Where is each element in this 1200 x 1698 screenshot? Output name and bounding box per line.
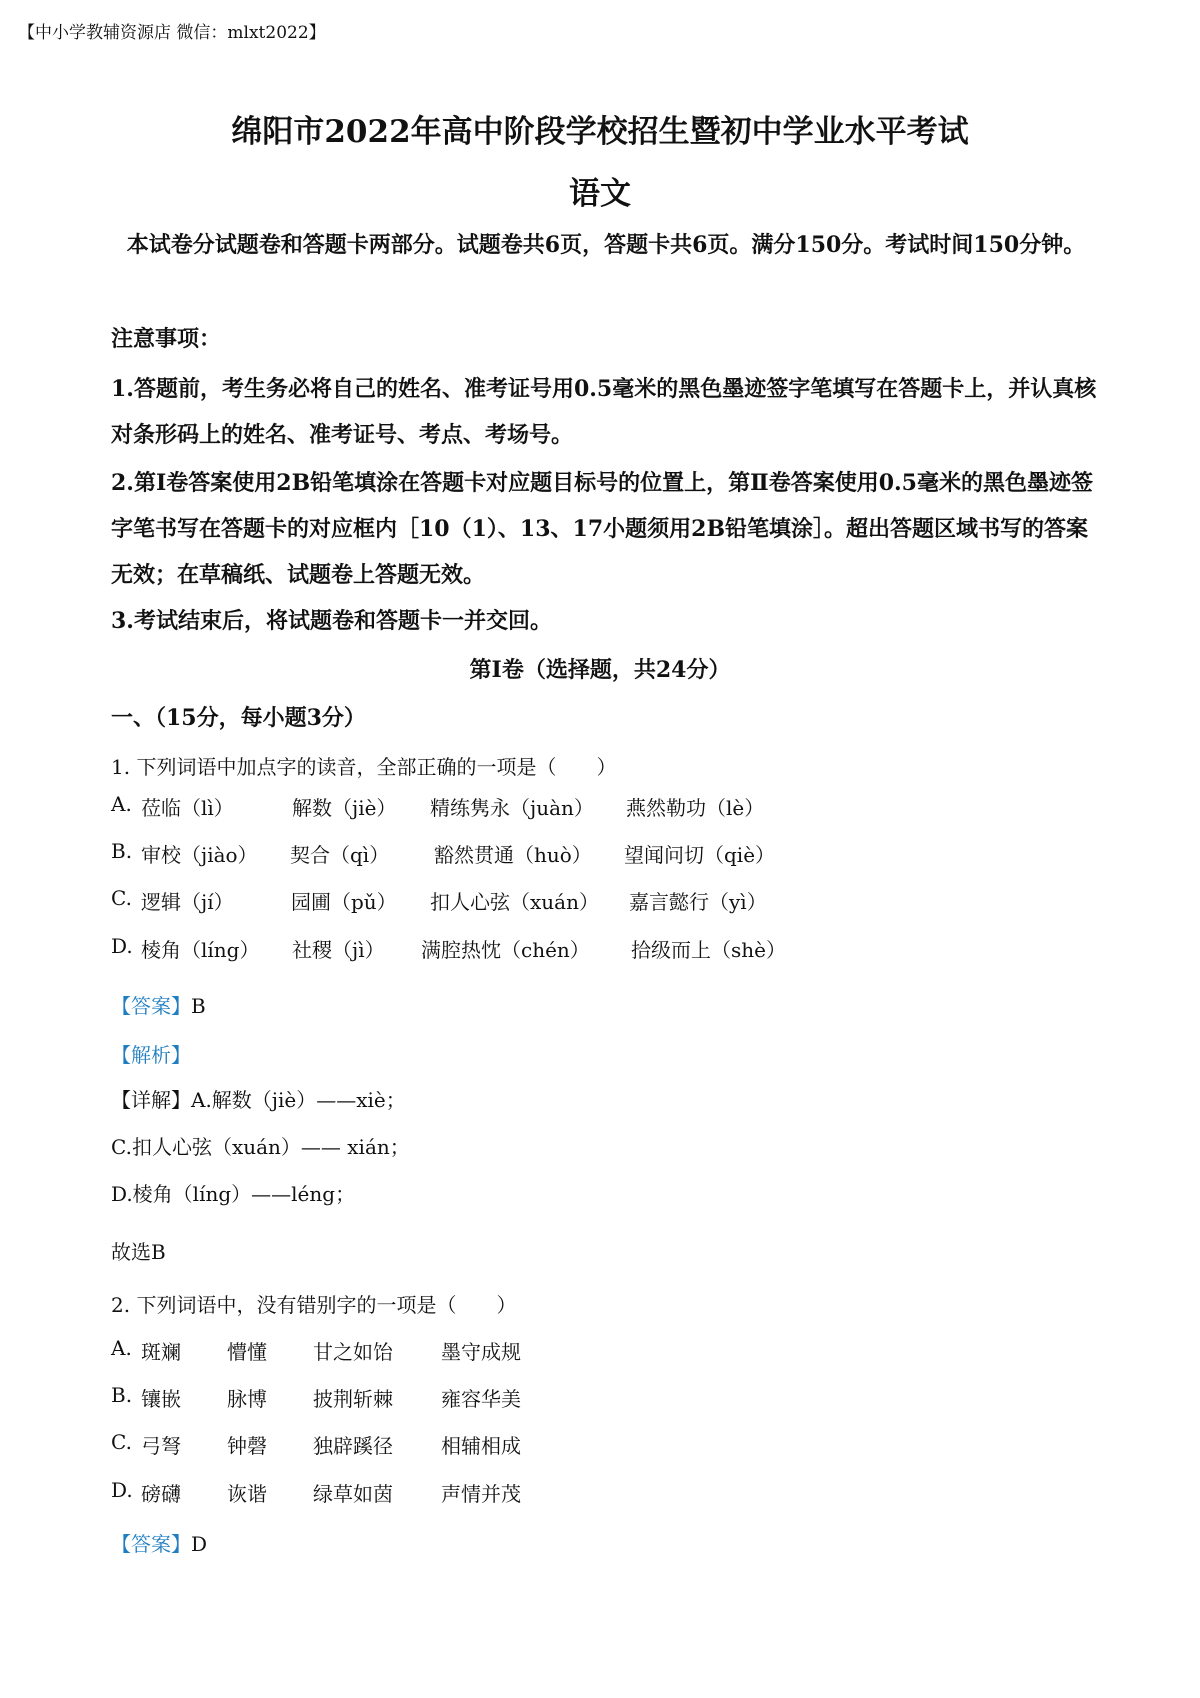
- detail-tag: 【详解】: [111, 1088, 191, 1112]
- exam-subject: 语文: [569, 176, 631, 212]
- option-item: 弓弩: [141, 1434, 181, 1458]
- option-letter: A.: [111, 1336, 132, 1360]
- note-1: 1.答题前，考生务必将自己的姓名、准考证号用0.5毫米的黑色墨迹签字笔填写在答题卡上，并认真核对条形码上的姓名、准考证号、考点、考场号。: [111, 376, 1097, 448]
- option-item: 社稷（jì）: [292, 938, 385, 962]
- option-item: 独辟蹊径: [313, 1434, 393, 1458]
- q1-option-a: [111, 792, 1091, 822]
- q2-option-b: [111, 1383, 1091, 1413]
- option-letter: B.: [111, 1383, 133, 1407]
- option-letter: D.: [111, 1478, 133, 1502]
- note-3: 3.考试结束后，将试题卷和答题卡一并交回。: [111, 608, 552, 634]
- intro-text: 本试卷分试题卷和答题卡两部分。试题卷共6页，答题卡共6页。满分150分。考试时间150分钟。: [126, 232, 1086, 258]
- q2-option-d: [111, 1478, 1091, 1508]
- answer-tag: 【答案】: [111, 1532, 191, 1556]
- option-item: 雍容华美: [441, 1387, 521, 1411]
- exam-title: 绵阳市2022年高中阶段学校招生暨初中学业水平考试: [231, 114, 969, 150]
- answer-value: D: [191, 1532, 208, 1556]
- q1-analysis-tag: 【解析】: [111, 1043, 191, 1067]
- option-item: 甘之如饴: [313, 1340, 393, 1364]
- option-item: 拾级而上（shè）: [631, 938, 786, 962]
- option-item: 莅临（lì）: [141, 796, 234, 820]
- option-item: 相辅相成: [441, 1434, 521, 1458]
- question-1-stem: 1. 下列词语中加点字的读音，全部正确的一项是（ ）: [111, 755, 617, 779]
- q1-option-b: [111, 839, 1091, 869]
- option-item: 钟磬: [227, 1434, 267, 1458]
- answer-value: B: [191, 994, 206, 1018]
- option-item: 棱角（líng）: [141, 938, 260, 962]
- option-item: 绿草如茵: [313, 1482, 393, 1506]
- q1-option-c: [111, 886, 1091, 916]
- option-item: 解数（jiè）: [292, 796, 397, 820]
- section-title: 第Ⅰ卷（选择题，共24分）: [469, 657, 731, 683]
- option-letter: C.: [111, 1430, 132, 1454]
- answer-tag: 【答案】: [111, 994, 191, 1018]
- option-item: 满腔热忱（chén）: [421, 938, 590, 962]
- option-item: 扣人心弦（xuán）: [430, 890, 599, 914]
- q1-detail-a: [111, 1084, 406, 1113]
- option-item: 审校（jiào）: [141, 843, 258, 867]
- option-item: 懵懂: [227, 1340, 267, 1364]
- option-item: 园圃（pǔ）: [291, 890, 397, 914]
- option-item: 望闻问切（qiè）: [624, 843, 776, 867]
- notes-heading: 注意事项：: [111, 326, 222, 352]
- option-letter: A.: [111, 792, 132, 816]
- option-item: 豁然贯通（huò）: [434, 843, 592, 867]
- q1-option-d: [111, 934, 1091, 964]
- option-letter: B.: [111, 839, 133, 863]
- part-heading: 一、（15分，每小题3分）: [111, 705, 366, 731]
- q1-conclusion: 故选B: [111, 1240, 166, 1264]
- note-2: 2.第Ⅰ卷答案使用2B铅笔填涂在答题卡对应题目标号的位置上，第Ⅱ卷答案使用0.5毫米的黑色墨迹签字笔书写在答题卡的对应框内［10（1）、13、17小题须用2B铅笔填涂］。超出答题区域书写的答案无效；在草稿纸、试题卷上答题无效。: [111, 470, 1093, 588]
- option-letter: C.: [111, 886, 132, 910]
- option-item: 披荆斩棘: [313, 1387, 393, 1411]
- option-item: 声情并茂: [441, 1482, 521, 1506]
- option-item: 磅礴: [141, 1482, 181, 1506]
- option-item: 逻辑（jí）: [141, 890, 234, 914]
- q2-option-c: [111, 1430, 1091, 1460]
- option-letter: D.: [111, 934, 133, 958]
- option-item: 镶嵌: [141, 1387, 181, 1411]
- watermark: 【中小学教辅资源店 微信：mlxt2022】: [18, 23, 326, 43]
- q2-option-a: [111, 1336, 1091, 1366]
- option-item: 脉博: [227, 1387, 267, 1411]
- q1-detail-c: C.扣人心弦（xuán）—— xián；: [111, 1135, 410, 1159]
- q1-answer: [111, 990, 206, 1019]
- option-item: 燕然勒功（lè）: [626, 796, 765, 820]
- option-item: 诙谐: [227, 1482, 267, 1506]
- option-item: 契合（qì）: [290, 843, 390, 867]
- q2-answer: [111, 1528, 207, 1557]
- question-2-stem: 2. 下列词语中，没有错别字的一项是（ ）: [111, 1293, 517, 1317]
- option-item: 嘉言懿行（yì）: [629, 890, 767, 914]
- option-item: 墨守成规: [441, 1340, 521, 1364]
- detail-text: A.解数（jiè）——xiè；: [191, 1088, 406, 1112]
- option-item: 斑斓: [141, 1340, 181, 1364]
- option-item: 精练隽永（juàn）: [430, 796, 594, 820]
- q1-detail-d: D.棱角（líng）——léng；: [111, 1182, 356, 1206]
